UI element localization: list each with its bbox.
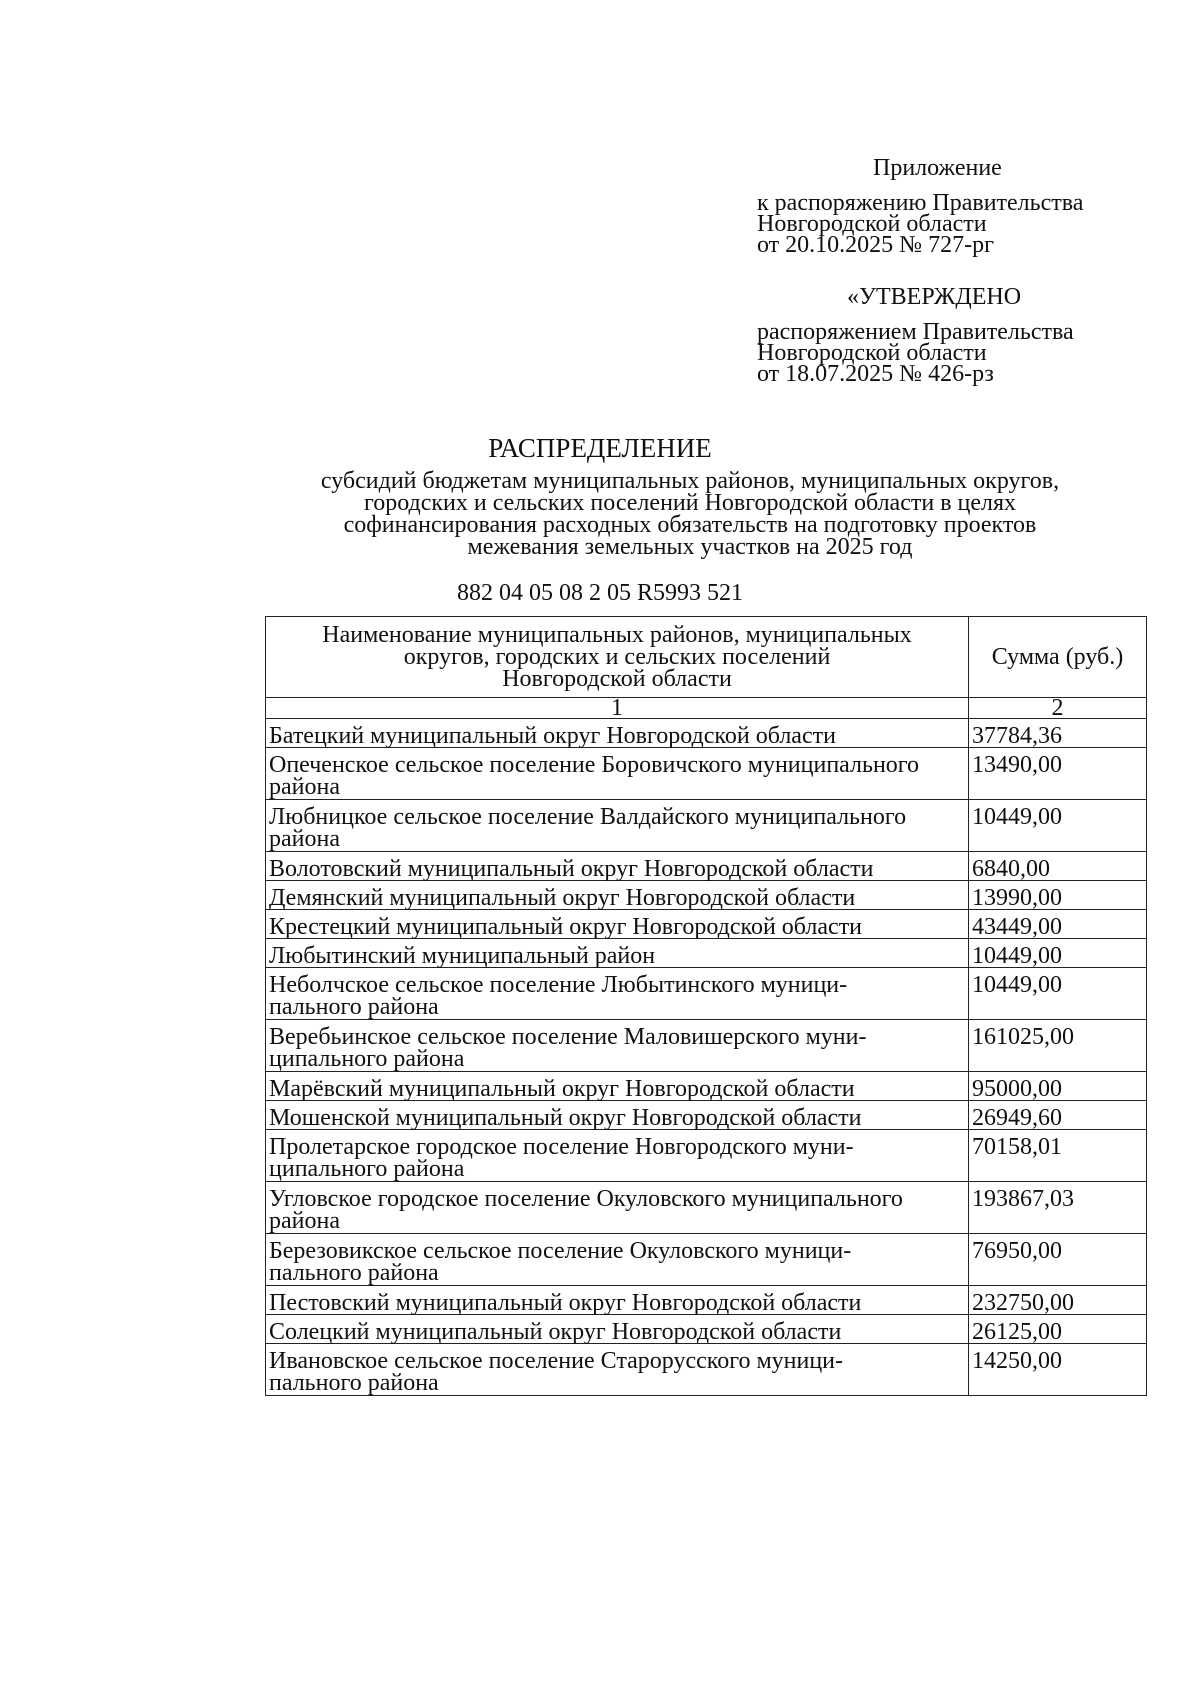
subsidy-amount: 70158,01 (969, 1130, 1147, 1182)
column-header-sum: Сумма (руб.) (969, 617, 1147, 698)
municipality-name (266, 1072, 969, 1101)
subsidy-amount: 13990,00 (969, 881, 1147, 910)
approved-line: Новгородской области (757, 340, 987, 366)
municipality-name-line: Опеченское сельское поселение Боровичского муниципального (269, 752, 920, 778)
table-row (266, 1315, 1147, 1344)
municipality-name-line: района (269, 774, 340, 800)
municipality-name (266, 748, 969, 800)
order-reference (757, 190, 1084, 258)
approved-line: распоряжением Правительства (757, 319, 1074, 345)
table-row (266, 852, 1147, 881)
subsidy-amount: 232750,00 (969, 1286, 1147, 1315)
municipality-name (266, 1182, 969, 1234)
subsidy-amount: 26125,00 (969, 1315, 1147, 1344)
table-row (266, 1182, 1147, 1234)
column-number-2: 2 (969, 698, 1147, 719)
municipality-name-line: Крестецкий муниципальный округ Новгородской области (269, 914, 863, 940)
document-subtitle (250, 470, 1130, 558)
approved-line: от 18.07.2025 № 426-рз (757, 361, 994, 387)
subtitle-line: субсидий бюджетам муниципальных районов, муниципальных округов, (320, 468, 1060, 494)
municipality-name-line: Неболчское сельское поселение Любытинского муници- (269, 972, 848, 998)
municipality-name (266, 1101, 969, 1130)
table-row (266, 719, 1147, 748)
table-row (266, 1020, 1147, 1072)
municipality-name (266, 1344, 969, 1396)
municipality-name (266, 1286, 969, 1315)
municipality-name-line: ципального района (269, 1046, 465, 1072)
subsidy-amount: 6840,00 (969, 852, 1147, 881)
subsidy-amount: 161025,00 (969, 1020, 1147, 1072)
municipality-name (266, 968, 969, 1020)
subsidy-amount: 10449,00 (969, 800, 1147, 852)
table-row (266, 1101, 1147, 1130)
table-row (266, 1286, 1147, 1315)
budget-code: 882 04 05 08 2 05 R5993 521 (456, 580, 743, 606)
subsidy-amount: 26949,60 (969, 1101, 1147, 1130)
subsidy-amount: 13490,00 (969, 748, 1147, 800)
order-line: от 20.10.2025 № 727-рг (757, 232, 994, 258)
municipality-name-line: пального района (269, 1260, 439, 1286)
municipality-name (266, 939, 969, 968)
municipality-name (266, 1234, 969, 1286)
table-row (266, 910, 1147, 939)
municipality-name (266, 852, 969, 881)
subsidy-amount: 14250,00 (969, 1344, 1147, 1396)
municipality-name (266, 1130, 969, 1182)
municipality-name-line: Волотовский муниципальный округ Новгородской области (269, 856, 874, 882)
subsidy-amount: 193867,03 (969, 1182, 1147, 1234)
column-header-name (266, 617, 969, 698)
table-row (266, 1130, 1147, 1182)
approved-reference (757, 319, 1074, 387)
municipality-name-line: Солецкий муниципальный округ Новгородской области (269, 1319, 842, 1345)
municipality-name-line: района (269, 1208, 340, 1234)
subsidy-table (265, 616, 1147, 1396)
municipality-name (266, 910, 969, 939)
document-title: РАСПРЕДЕЛЕНИЕ (488, 433, 712, 463)
municipality-name (266, 1020, 969, 1072)
table-row (266, 968, 1147, 1020)
table-row (266, 800, 1147, 852)
municipality-name-line: Ивановское сельское поселение Старорусского муници- (269, 1348, 843, 1374)
subsidy-amount: 10449,00 (969, 939, 1147, 968)
municipality-name-line: Угловское городское поселение Окуловского муниципального (269, 1186, 903, 1212)
table-row (266, 748, 1147, 800)
subsidy-amount: 76950,00 (969, 1234, 1147, 1286)
subsidy-amount: 37784,36 (969, 719, 1147, 748)
order-line: к распоряжению Правительства (757, 190, 1084, 216)
municipality-name-line: Веребьинское сельское поселение Маловишерского муни- (269, 1024, 867, 1050)
municipality-name-line: Марёвский муниципальный округ Новгородской области (269, 1076, 855, 1102)
table-row (266, 1344, 1147, 1396)
table-body (266, 719, 1147, 1396)
municipality-name-line: Демянский муниципальный округ Новгородской области (269, 885, 856, 911)
municipality-name-line: ципального района (269, 1156, 465, 1182)
header-line: Наименование муниципальных районов, муниципальных (322, 622, 912, 648)
header-line: Новгородской области (502, 666, 732, 692)
subtitle-line: городских и сельских поселений Новгородской области в целях (363, 490, 1017, 516)
subsidy-amount: 95000,00 (969, 1072, 1147, 1101)
municipality-name-line: пального района (269, 1370, 439, 1396)
municipality-name-line: района (269, 826, 340, 852)
table-row (266, 1234, 1147, 1286)
municipality-name-line: Пестовский муниципальный округ Новгородской области (269, 1290, 862, 1316)
municipality-name-line: Любытинский муниципальный район (269, 943, 656, 969)
table-row (266, 939, 1147, 968)
municipality-name-line: Пролетарское городское поселение Новгородского муни- (269, 1134, 854, 1160)
municipality-name-line: Батецкий муниципальный округ Новгородской области (269, 723, 836, 749)
subsidy-amount: 10449,00 (969, 968, 1147, 1020)
municipality-name (266, 881, 969, 910)
subtitle-line: софинансирования расходных обязательств на подготовку проектов (343, 512, 1037, 538)
approved-label: «УТВЕРЖДЕНО (847, 284, 1022, 310)
appendix-label: Приложение (873, 155, 1002, 181)
municipality-name (266, 800, 969, 852)
subsidy-amount: 43449,00 (969, 910, 1147, 939)
table-row (266, 881, 1147, 910)
municipality-name-line: пального района (269, 994, 439, 1020)
subtitle-line: межевания земельных участков на 2025 год (467, 534, 913, 560)
municipality-name-line: Любницкое сельское поселение Валдайского муниципального (269, 804, 907, 830)
column-number-1: 1 (266, 698, 969, 719)
header-line: округов, городских и сельских поселений (403, 644, 831, 670)
municipality-name-line: Мошенской муниципальный округ Новгородской области (269, 1105, 862, 1131)
table-row (266, 1072, 1147, 1101)
municipality-name (266, 1315, 969, 1344)
municipality-name (266, 719, 969, 748)
order-line: Новгородской области (757, 211, 987, 237)
municipality-name-line: Березовикское сельское поселение Окуловского муници- (269, 1238, 852, 1264)
